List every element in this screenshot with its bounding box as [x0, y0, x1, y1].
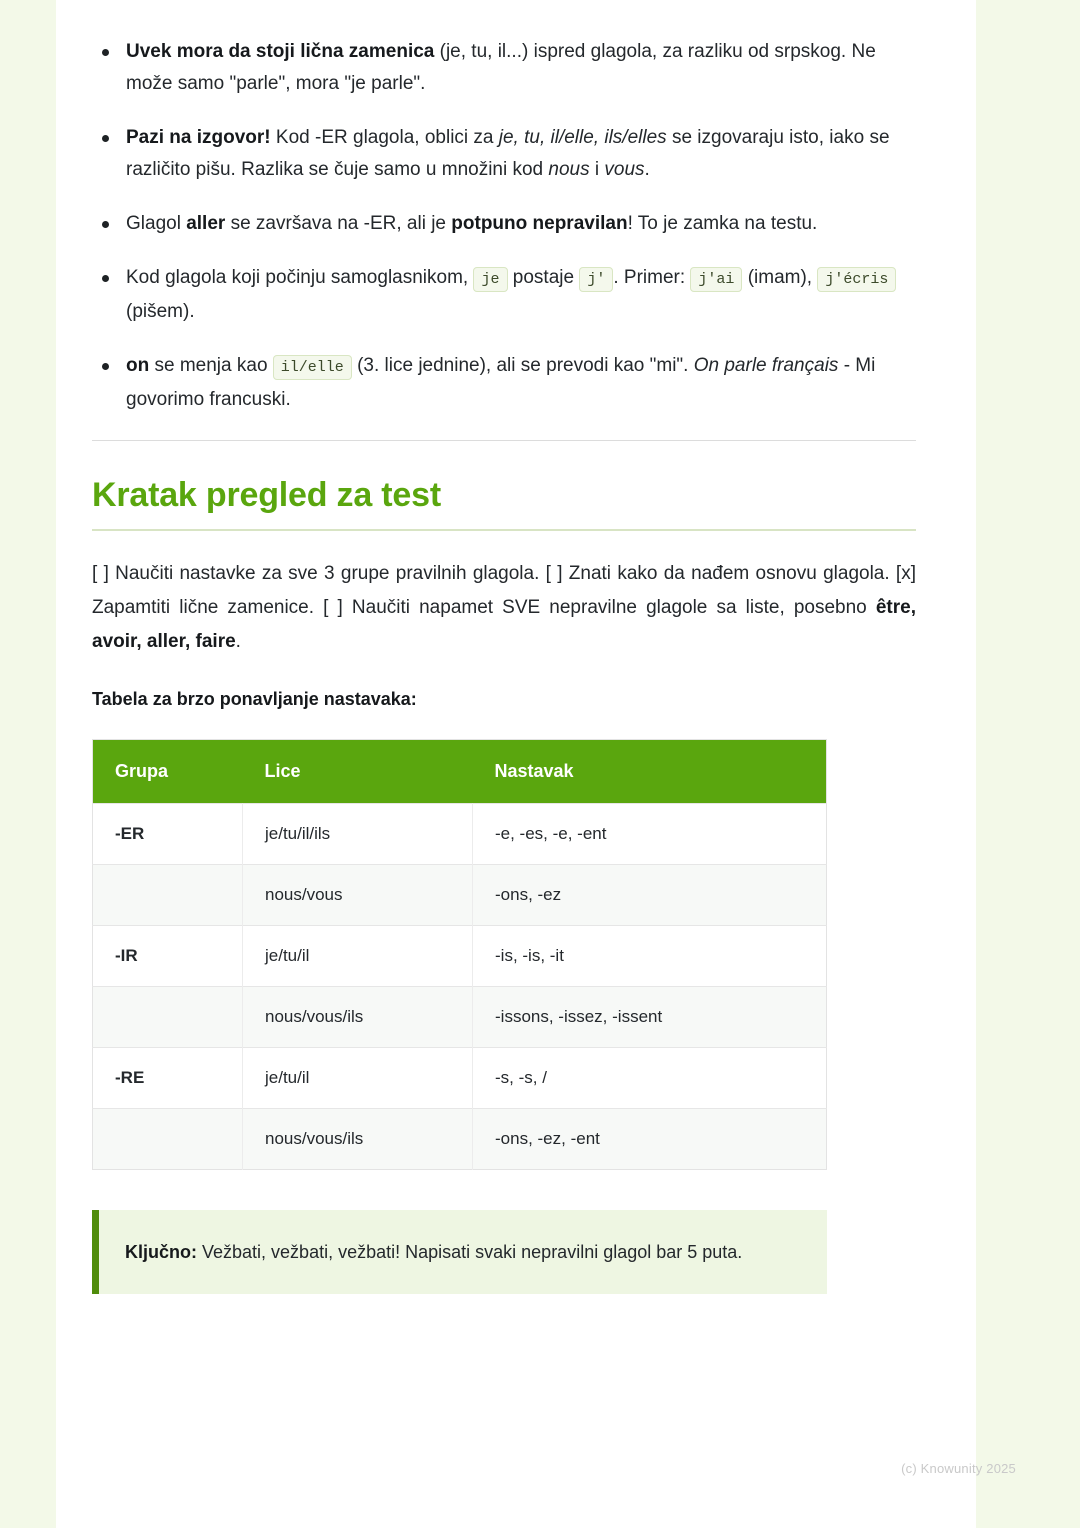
table-cell-nastavak: -s, -s, /	[473, 1048, 827, 1109]
inline-code: j'	[579, 267, 613, 292]
text-run: .	[235, 631, 241, 652]
section-divider	[92, 440, 916, 441]
table-cell-grupa: -IR	[93, 926, 243, 987]
text-run: Glagol	[126, 213, 187, 234]
page-title: Kratak pregled za test	[92, 476, 441, 514]
inline-code: il/elle	[273, 355, 352, 380]
text-run: Kod -ER glagola, oblici za	[270, 127, 499, 148]
inline-code: j'ai	[690, 267, 742, 292]
list-item	[92, 262, 916, 328]
table-cell-nastavak: -ons, -ez	[473, 865, 827, 926]
title-underline	[92, 529, 916, 531]
table-cell-lice: nous/vous	[243, 865, 473, 926]
text-run: se završava na -ER, ali je	[225, 213, 452, 234]
text-run: [ ] Naučiti nastavke za sve 3 grupe pravilnih glagola. [ ] Znati kako da nađem osnovu glagola. [x] Zapamtiti lične zamenice. [ ] Naučiti napamet SVE nepravilne glagole sa liste, posebno	[92, 563, 916, 618]
table-cell-nastavak: -issons, -issez, -issent	[473, 987, 827, 1048]
list-item	[92, 36, 916, 100]
table-cell-lice: nous/vous/ils	[243, 1109, 473, 1170]
table-row	[93, 926, 827, 987]
table-body	[93, 804, 827, 1170]
callout-text: Vežbati, vežbati, vežbati! Napisati svaki nepravilni glagol bar 5 puta.	[197, 1242, 743, 1262]
key-takeaway-callout	[92, 1210, 827, 1294]
table-row	[93, 804, 827, 865]
table-row	[93, 1109, 827, 1170]
watermark: (c) Knowunity 2025	[901, 1461, 1016, 1476]
table-header-lice: Lice	[243, 740, 473, 804]
text-run: se izgovaraju isto, iako se različito pišu. Razlika se čuje samo u množini kod	[126, 127, 890, 180]
table-cell-lice: je/tu/il/ils	[243, 804, 473, 865]
table-cell-grupa: -ER	[93, 804, 243, 865]
text-run: (pišem).	[126, 301, 195, 322]
table-cell-grupa	[93, 865, 243, 926]
list-item	[92, 350, 916, 416]
table-cell-nastavak: -e, -es, -e, -ent	[473, 804, 827, 865]
text-run: (je, tu, il...) ispred glagola, za razliku od srpskog. Ne može samo "parle", mora "je parle".	[126, 41, 876, 94]
emphasis-strong: être, avoir, aller, faire	[92, 597, 916, 652]
table-cell-lice: nous/vous/ils	[243, 987, 473, 1048]
emphasis-italic: je, tu, il/elle, ils/elles	[498, 127, 667, 148]
table-row	[93, 1048, 827, 1109]
inline-code: je	[473, 267, 507, 292]
table-cell-grupa: -RE	[93, 1048, 243, 1109]
text-run: se menja kao	[149, 355, 273, 376]
emphasis-strong: Uvek mora da stoji lična zamenica	[126, 41, 435, 62]
callout-label: Ključno:	[125, 1242, 197, 1262]
table-header-row	[93, 740, 827, 804]
emphasis-italic: nous	[548, 159, 590, 180]
table-header-grupa: Grupa	[93, 740, 243, 804]
emphasis-strong: potpuno nepravilan	[451, 213, 628, 234]
text-run: i	[589, 159, 605, 180]
list-item	[92, 122, 916, 186]
text-run: ! To je zamka na testu.	[627, 213, 818, 234]
table-cell-nastavak: -ons, -ez, -ent	[473, 1109, 827, 1170]
table-header-nastavak: Nastavak	[473, 740, 827, 804]
list-item	[92, 208, 916, 240]
checklist-paragraph	[92, 557, 916, 659]
text-run: Kod glagola koji počinju samoglasnikom,	[126, 267, 474, 288]
table-row	[93, 865, 827, 926]
text-run: . Primer:	[613, 267, 691, 288]
right-margin-strip	[976, 0, 1080, 1528]
text-run: postaje	[507, 267, 580, 288]
table-cell-grupa	[93, 1109, 243, 1170]
emphasis-strong: aller	[186, 213, 226, 234]
table-cell-grupa	[93, 987, 243, 1048]
emphasis-strong: on	[126, 355, 150, 376]
table-lead-in: Tabela za brzo ponavljanje nastavaka:	[92, 689, 417, 709]
text-run: (imam),	[742, 267, 818, 288]
emphasis-strong: Pazi na izgovor!	[126, 127, 271, 148]
verb-endings-table	[92, 739, 827, 1170]
table-cell-nastavak: -is, -is, -it	[473, 926, 827, 987]
emphasis-italic: On parle français	[693, 355, 839, 376]
text-run: - Mi govorimo francuski.	[126, 355, 876, 410]
table-row	[93, 987, 827, 1048]
rules-list	[92, 36, 916, 416]
text-run: .	[644, 159, 650, 180]
table-cell-lice: je/tu/il	[243, 1048, 473, 1109]
emphasis-italic: vous	[604, 159, 645, 180]
text-run: (3. lice jednine), ali se prevodi kao "mi".	[351, 355, 694, 376]
table-cell-lice: je/tu/il	[243, 926, 473, 987]
inline-code: j'écris	[817, 267, 896, 292]
document-content	[56, 0, 976, 1528]
left-margin-strip	[0, 0, 56, 1528]
